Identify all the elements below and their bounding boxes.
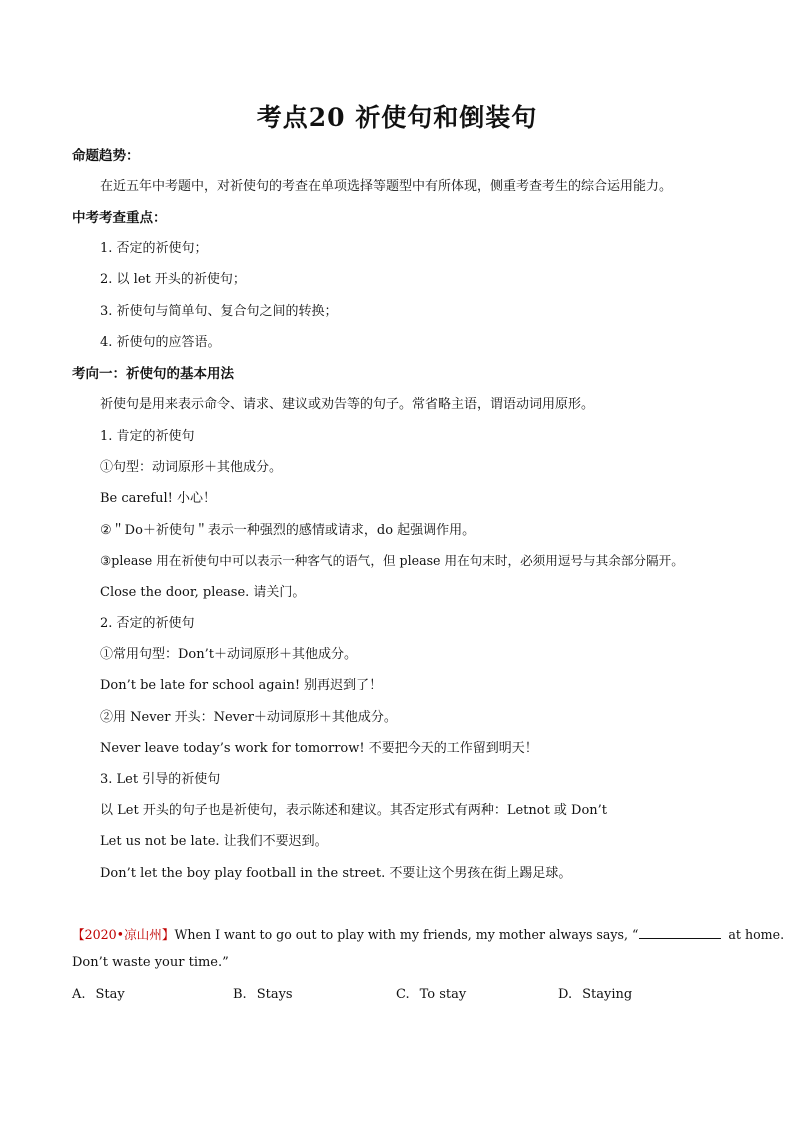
option-text: Staying [582, 987, 633, 1002]
question-text: When I want to go out to play with my friends, my mother always says, “ [174, 927, 639, 942]
example-sentence: Never leave today’s work for tomorrow! 不要把今天的工作留到明天！ [100, 741, 538, 756]
option-letter: C. [396, 987, 410, 1002]
direction-heading: 考向一：祈使句的基本用法 [72, 366, 234, 382]
example-sentence: Close the door, please. 请关门。 [100, 585, 306, 600]
body-line: 以 Let 开头的句子也是祈使句，表示陈述和建议。其否定形式有两种：Letnot 或 Don’t [100, 803, 608, 818]
answer-blank[interactable] [639, 926, 721, 939]
option-text: To stay [419, 987, 467, 1002]
body-line: ①句型：动词原形＋其他成分。 [100, 460, 283, 475]
body-line: ②用 Never 开头：Never＋动词原形＋其他成分。 [100, 710, 397, 725]
question-line-2: Don’t waste your time.” [72, 955, 229, 970]
body-line: ③please 用在祈使句中可以表示一种客气的语气，但 please 用在句末时，必须用逗号与其余部分隔开。 [100, 553, 684, 568]
option-text: Stay [95, 987, 125, 1002]
focus-item: 1. 否定的祈使句； [100, 241, 208, 256]
focus-item: 3. 祈使句与简单句、复合句之间的转换； [100, 304, 338, 319]
option-b[interactable] [233, 987, 293, 1002]
example-sentence: Don’t be late for school again! 别再迟到了！ [100, 678, 383, 693]
option-letter: A. [72, 987, 86, 1002]
page-title: 考点20 祈使句和倒装句 [256, 103, 538, 132]
option-a[interactable] [72, 987, 125, 1002]
example-sentence: Don’t let the boy play football in the street. 不要让这个男孩在街上踢足球。 [100, 866, 572, 881]
question-line [72, 924, 784, 943]
body-line: 祈使句是用来表示命令、请求、建议或劝告等的句子。常省略主语，谓语动词用原形。 [100, 397, 595, 412]
body-line: 1. 肯定的祈使句 [100, 429, 195, 444]
body-line: 2. 否定的祈使句 [100, 616, 195, 631]
body-line: ①常用句型：Don’t＋动词原形＋其他成分。 [100, 647, 357, 662]
question-source-tag: 【2020•凉山州】 [72, 927, 175, 942]
option-letter: B. [233, 987, 247, 1002]
example-sentence: Be careful! 小心！ [100, 491, 217, 506]
option-d[interactable] [558, 987, 632, 1002]
option-letter: D. [558, 987, 573, 1002]
focus-item: 2. 以 let 开头的祈使句； [100, 272, 246, 287]
trend-text: 在近五年中考题中，对祈使句的考查在单项选择等题型中有所体现，侧重考查考生的综合运用能力。 [100, 179, 673, 194]
example-sentence: Let us not be late. 让我们不要迟到。 [100, 834, 328, 849]
option-c[interactable] [396, 987, 466, 1002]
body-line: 3. Let 引导的祈使句 [100, 772, 221, 787]
option-text: Stays [256, 987, 293, 1002]
focus-item: 4. 祈使句的应答语。 [100, 335, 221, 350]
trend-heading: 命题趋势： [72, 148, 140, 164]
question-text-end: at home. [724, 927, 785, 942]
focus-heading: 中考考查重点： [72, 210, 167, 226]
body-line: ②＂Do＋祈使句＂表示一种强烈的感情或请求，do 起强调作用。 [100, 523, 476, 538]
